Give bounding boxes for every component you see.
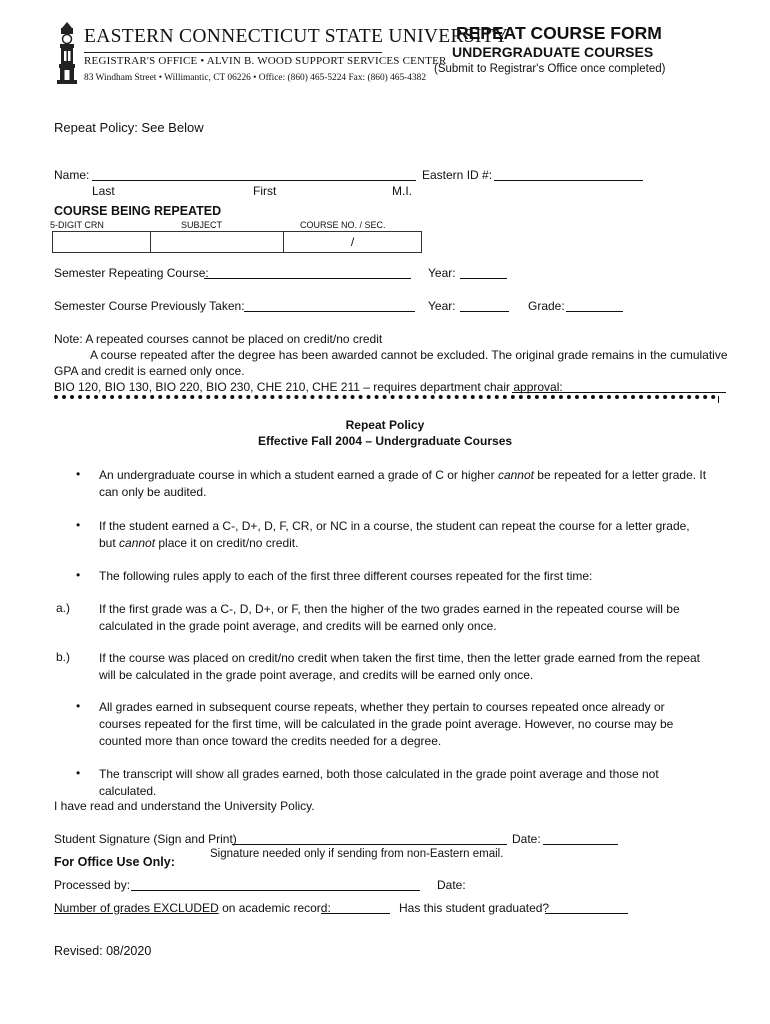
eastern-id-label: Eastern ID #: <box>422 168 493 182</box>
name-field[interactable] <box>92 167 416 181</box>
excluded-grades-field[interactable] <box>321 900 390 914</box>
subject-field[interactable] <box>151 232 284 253</box>
form-subtitle: UNDERGRADUATE COURSES <box>452 44 654 60</box>
policy-bullet-2: If the student earned a C-, D+, D, F, CR, or NC in a course, the student can repeat the course for a letter grade, but cannot place it on credit/no credit. <box>99 519 690 550</box>
year-previous-field[interactable] <box>460 298 509 312</box>
chair-approval-field[interactable] <box>512 379 726 393</box>
policy-rule-a: If the first grade was a C-, D, D+, or F, then the higher of the two grades earned in the repeated course will be calculated in the grade point average, and credits will be earned only once. <box>99 602 680 633</box>
processed-by-field[interactable] <box>131 877 420 891</box>
policy-subtitle: Effective Fall 2004 – Undergraduate Courses <box>257 434 513 448</box>
grade-previous-field[interactable] <box>566 298 623 312</box>
grade-previous-label: Grade: <box>528 299 565 313</box>
bullet-4-icon: • <box>76 699 81 713</box>
form-submit-note: (Submit to Registrar's Office once completed) <box>434 63 666 75</box>
year-previous-label: Year: <box>428 299 456 313</box>
semester-repeating-field[interactable] <box>204 265 411 279</box>
university-name: EASTERN CONNECTICUT STATE UNIVERSITY <box>84 26 509 47</box>
processed-date-label: Date: <box>437 878 466 892</box>
policy-bullet-1: An undergraduate course in which a student earned a grade of C or higher cannot be repeated for a letter grade. It can only be audited. <box>99 468 707 499</box>
policy-reference: Repeat Policy: See Below <box>54 120 204 135</box>
course-heading: COURSE BEING REPEATED <box>54 204 222 218</box>
last-name-caption: Last <box>92 184 115 198</box>
policy-rule-b: If the course was placed on credit/no credit when taken the first time, then the letter grade earned from the repeat will be calculated in the grade point average, and credits will be earned only once. <box>99 651 701 682</box>
semester-repeating-label: Semester Repeating Course: <box>54 266 209 280</box>
semester-previous-field[interactable] <box>244 298 415 312</box>
first-name-caption: First <box>253 184 277 198</box>
address-line: 83 Windham Street • Willimantic, CT 06226 • Office: (860) 465-5224 Fax: (860) 465-4382 <box>84 73 427 83</box>
dotted-divider <box>54 395 716 399</box>
note-line-3: GPA and credit is earned only once. <box>54 364 245 378</box>
crn-field[interactable] <box>53 232 151 253</box>
office-line: REGISTRAR'S OFFICE • ALVIN B. WOOD SUPPORT SERVICES CENTER <box>84 55 447 67</box>
course-number-field[interactable] <box>284 232 422 253</box>
name-label: Name: <box>54 168 90 182</box>
policy-bullet-5: The transcript will show all grades earned, both those calculated in the grade point average and those not calculated. <box>99 767 659 798</box>
policy-bullet-3: The following rules apply to each of the first three different courses repeated for the first time: <box>99 569 593 583</box>
signature-date-label: Date: <box>512 832 541 846</box>
email-signature-note: Signature needed only if sending from non-Eastern email. <box>210 848 504 860</box>
header-divider <box>84 52 382 53</box>
crn-column-header: 5-DIGIT CRN <box>50 220 104 230</box>
middle-initial-caption: M.I. <box>392 184 412 198</box>
revision-date: Revised: 08/2020 <box>54 944 152 958</box>
office-use-heading: For Office Use Only: <box>54 855 175 869</box>
bullet-3-icon: • <box>76 568 81 582</box>
excluded-grades-label: Number of grades EXCLUDED on academic record: <box>54 901 331 915</box>
year-repeating-label: Year: <box>428 266 456 280</box>
eastern-id-field[interactable] <box>494 167 643 181</box>
note-line-2: A course repeated after the degree has been awarded cannot be excluded. The original grade remains in the cumulative <box>90 348 728 362</box>
form-title: REPEAT COURSE FORM <box>456 23 662 43</box>
subject-column-header: SUBJECT <box>181 220 223 230</box>
processed-by-label: Processed by: <box>54 878 131 892</box>
year-repeating-field[interactable] <box>460 265 507 279</box>
graduated-field[interactable] <box>545 900 628 914</box>
bullet-1-icon: • <box>76 467 81 481</box>
note-line-1: Note: A repeated courses cannot be placed on credit/no credit <box>54 332 383 346</box>
signature-label: Student Signature (Sign and Print) <box>54 832 237 846</box>
signature-date-field[interactable] <box>543 831 618 845</box>
policy-title: Repeat Policy <box>345 418 425 432</box>
course-section-separator: / <box>350 235 355 249</box>
signature-field[interactable] <box>232 831 507 845</box>
chair-approval-label: BIO 120, BIO 130, BIO 220, BIO 230, CHE 210, CHE 211 – requires department chair approval: <box>54 380 563 394</box>
clock-tower-logo-icon <box>56 22 78 84</box>
course-table <box>52 231 422 253</box>
rule-a-marker: a.) <box>56 601 71 615</box>
acknowledgement-text: I have read and understand the University Policy. <box>54 799 315 813</box>
divider-end-tick <box>718 396 719 403</box>
semester-previous-label: Semester Course Previously Taken: <box>54 299 245 313</box>
rule-b-marker: b.) <box>56 650 71 664</box>
policy-bullet-4: All grades earned in subsequent course repeats, whether they pertain to courses repeated once already or courses repeated for the first time, will be calculated in the grade point average. However, no course may be counted more than once toward the credits needed for a degree. <box>99 700 674 748</box>
graduated-label: Has this student graduated? <box>399 901 550 915</box>
course-number-column-header: COURSE NO. / SEC. <box>300 220 386 230</box>
bullet-5-icon: • <box>76 766 81 780</box>
bullet-2-icon: • <box>76 518 81 532</box>
